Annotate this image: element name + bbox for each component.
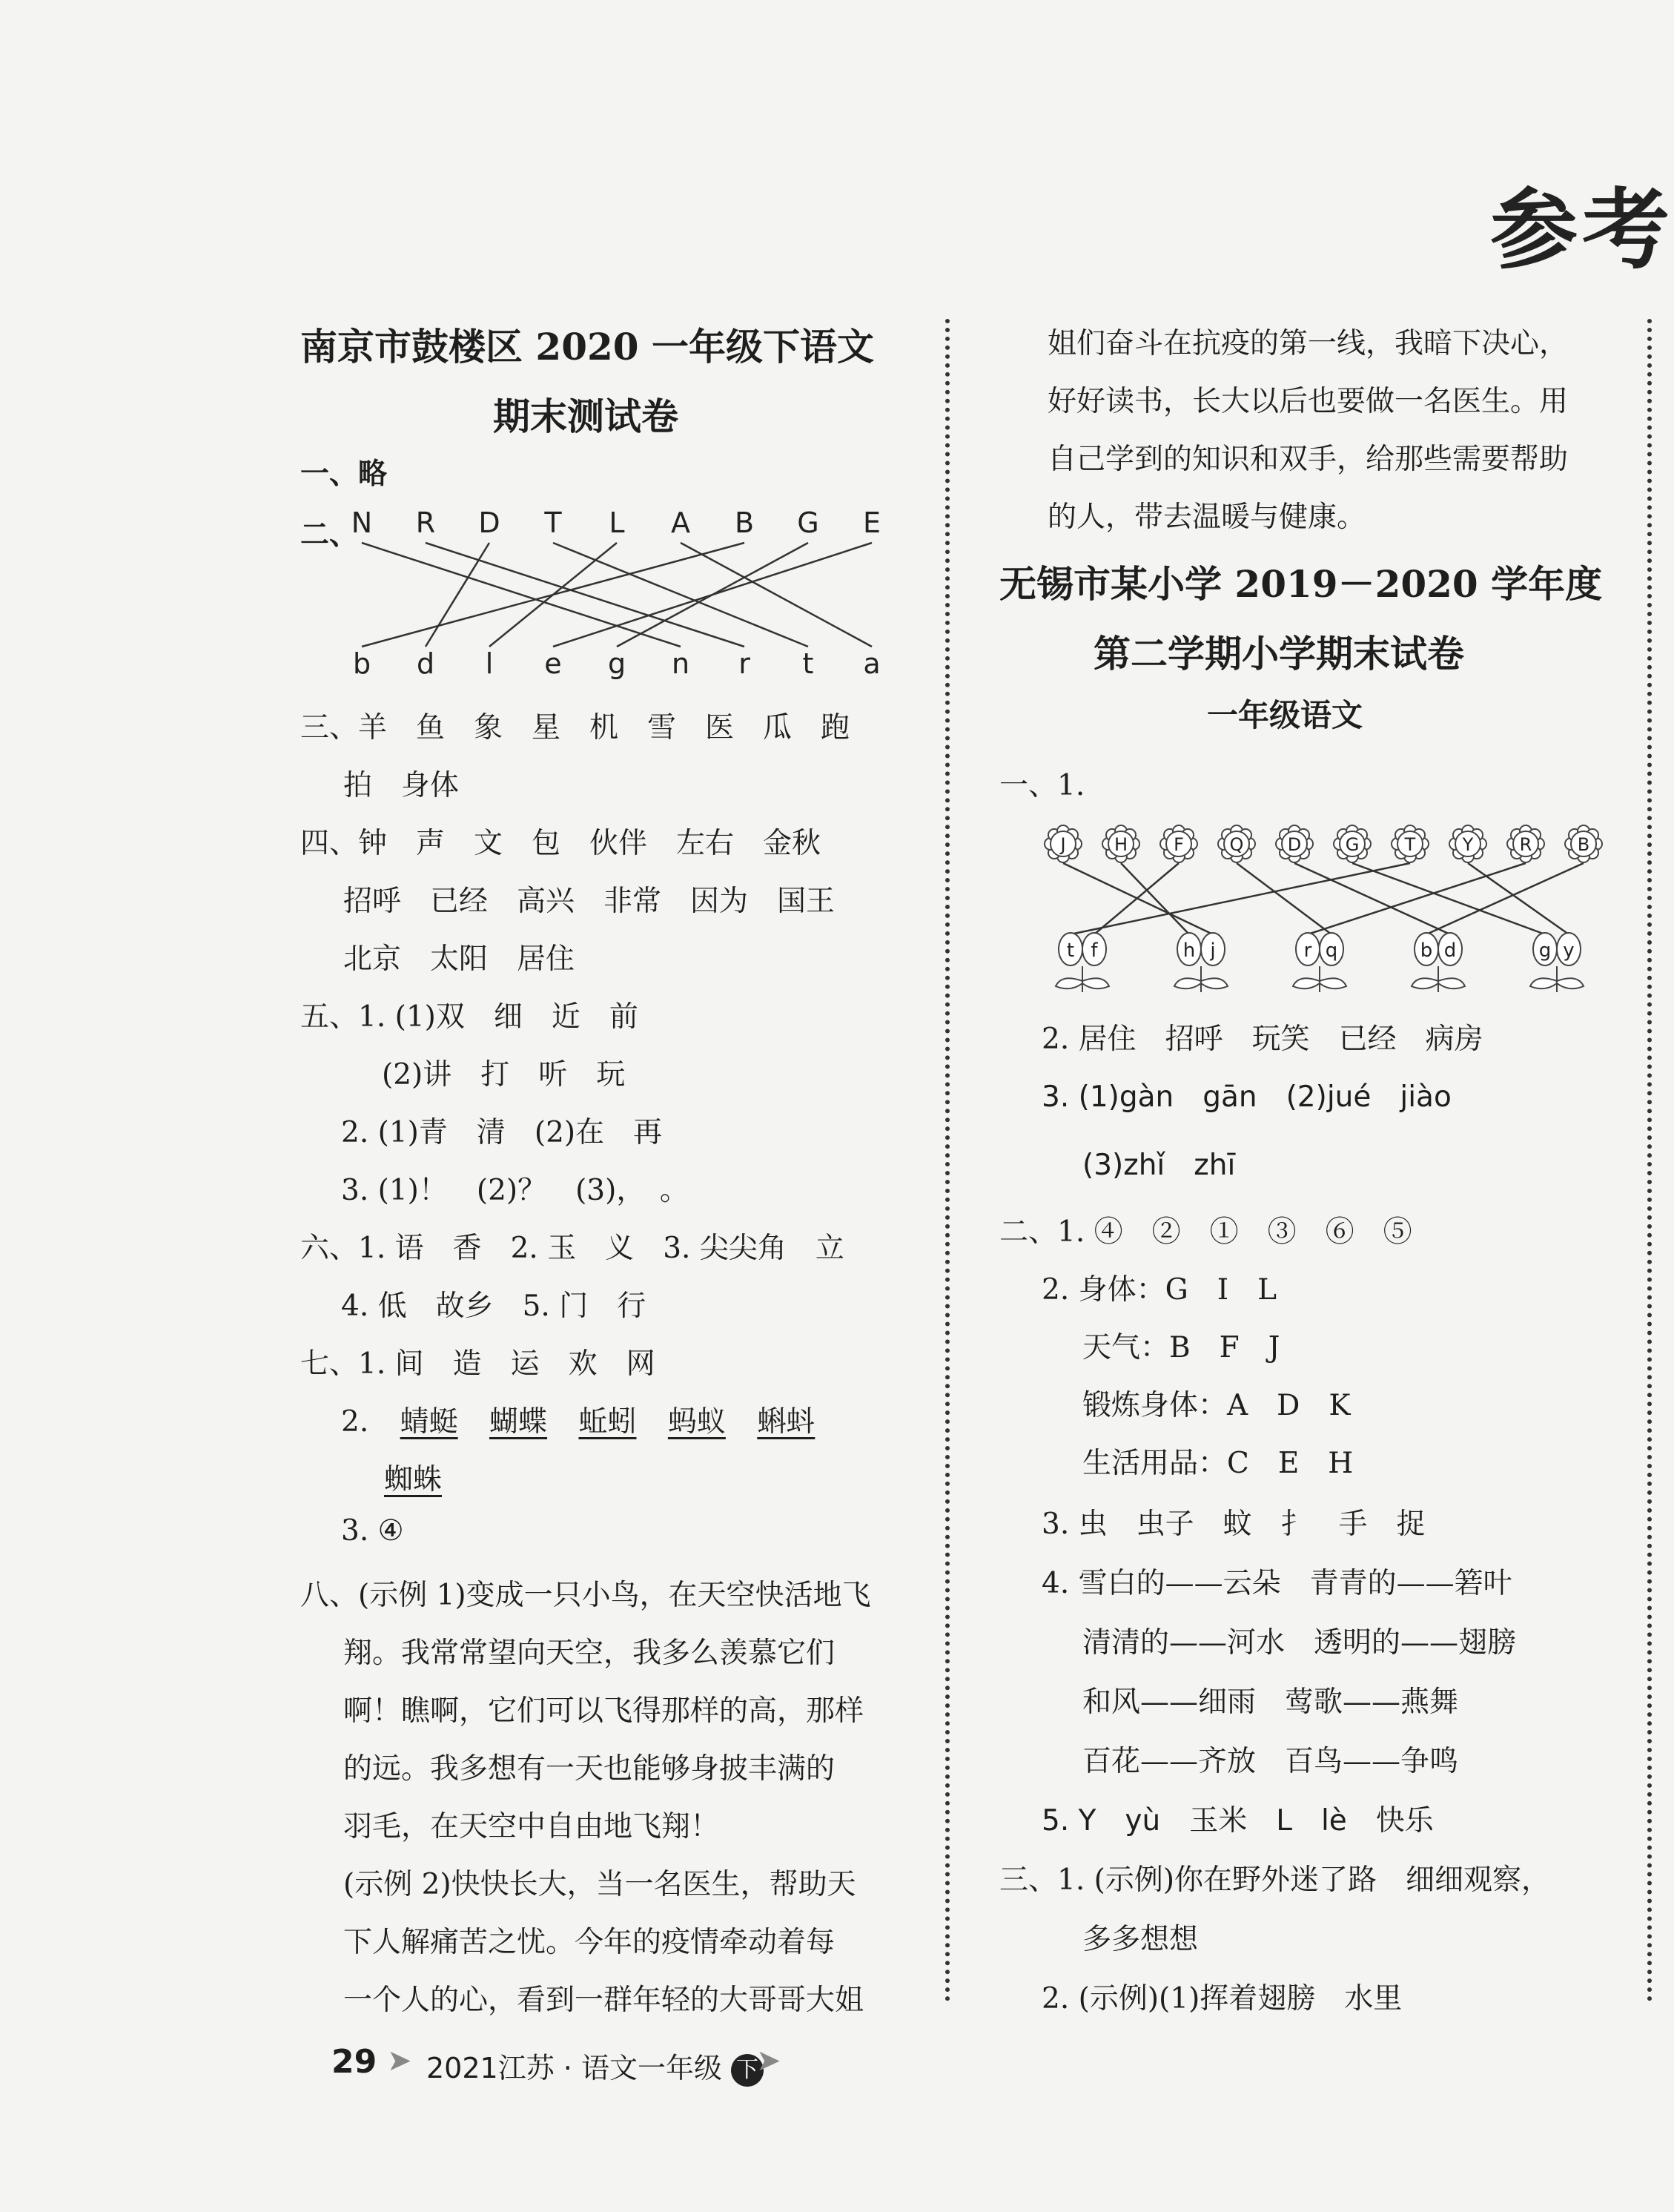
lower-letters — [353, 647, 881, 680]
upper-letter-G: G — [797, 506, 819, 539]
left-title-line1: 南京市鼓楼区 2020 一年级下语文 — [300, 325, 874, 369]
top-flower-J — [1045, 825, 1082, 862]
footer-label: 2021江苏 · 语文一年级 — [426, 2052, 722, 2084]
match-line-N — [362, 543, 681, 647]
top-letter-H: H — [1114, 834, 1128, 855]
header-banner: 参考 — [1490, 179, 1674, 281]
q7-word-1: 蜻蜓 — [400, 1405, 458, 1439]
upper-letter-D: D — [478, 506, 500, 539]
lower-letter-e: e — [544, 647, 562, 680]
bottom-flower-0 — [1056, 933, 1109, 992]
q8-line2: 翔。我常常望向天空，我多么羡慕它们 — [343, 1637, 836, 1670]
q5-line3: 2. (1)青 清 (2)在 再 — [341, 1116, 663, 1149]
match-line-T — [553, 543, 808, 647]
r-q2-line2: 2. 身体：G I L — [1042, 1273, 1277, 1307]
bottom-letter-f: f — [1091, 940, 1098, 962]
lower-letter-b: b — [352, 647, 371, 680]
bottom-letter-j: j — [1210, 940, 1216, 962]
lower-letter-t: t — [802, 647, 814, 680]
flower-line-T — [1071, 863, 1410, 934]
r-para-line2: 好好读书，长大以后也要做一名医生。用 — [1048, 385, 1569, 418]
r-q3-line2: 多多想想 — [1082, 1923, 1199, 1956]
q5-line4: 3. (1)！ (2)？ (3)， 。 — [341, 1174, 689, 1207]
q4-line3: 北京 太阳 居住 — [343, 942, 575, 976]
q6-line2: 4. 低 故乡 5. 门 行 — [341, 1290, 646, 1323]
r-title-line3: 一年级语文 — [1207, 697, 1363, 733]
top-flower-T — [1392, 825, 1429, 862]
flower-bottom-row — [1056, 933, 1584, 992]
left-title-line2: 期末测试卷 — [493, 394, 678, 438]
r-para-line3: 自己学到的知识和双手，给那些需要帮助 — [1048, 443, 1569, 476]
r-title-line2: 第二学期小学期末试卷 — [1094, 632, 1464, 676]
flower-top-row — [1045, 825, 1602, 862]
flower-line-J — [1063, 863, 1213, 934]
top-flower-B — [1565, 825, 1602, 862]
footer-text — [426, 2045, 764, 2087]
upper-letter-N: N — [351, 506, 373, 539]
top-letter-G: G — [1345, 834, 1360, 855]
r-q1-line4: (3)zhǐ zhī — [1082, 1149, 1236, 1182]
bottom-letter-b: b — [1420, 940, 1433, 962]
upper-letter-L: L — [609, 506, 625, 539]
top-letter-Q: Q — [1229, 834, 1244, 855]
q5-line1: 五、1. (1)双 细 近 前 — [300, 1000, 638, 1034]
q1: 一、略 — [300, 457, 388, 491]
top-letter-J: J — [1060, 834, 1066, 855]
flower-line-H — [1121, 863, 1189, 934]
bottom-letter-r: r — [1303, 940, 1312, 962]
r-q3-line1: 三、1. (示例)你在野外迷了路 细细观察， — [999, 1863, 1551, 1897]
letter-matching-diagram — [341, 504, 904, 682]
q6-line1: 六、1. 语 香 2. 玉 义 3. 尖尖角 立 — [300, 1232, 844, 1265]
lower-letter-g: g — [607, 647, 626, 680]
q2-label: 二、 — [300, 518, 359, 552]
upper-letter-B: B — [734, 506, 755, 539]
q7-word-4: 蚂蚁 — [667, 1405, 726, 1439]
q8-line3: 啊！瞧啊，它们可以飞得那样的高，那样 — [343, 1694, 864, 1728]
q3-line2: 拍 身体 — [343, 769, 460, 802]
r-q2-line8: 清清的——河水 透明的——翅膀 — [1082, 1626, 1517, 1660]
q8-line4: 的远。我多想有一天也能够身披丰满的 — [343, 1752, 836, 1786]
flower-line-R — [1308, 863, 1526, 934]
top-letter-Y: Y — [1462, 834, 1474, 855]
top-letter-F: F — [1174, 834, 1184, 855]
top-letter-T: T — [1404, 834, 1416, 855]
bottom-letter-y: y — [1563, 940, 1575, 962]
lower-letter-a: a — [863, 647, 881, 680]
r-q2-line11: 5. Y yù 玉米 L lè 快乐 — [1042, 1804, 1434, 1838]
upper-letter-R: R — [415, 506, 436, 539]
flower-line-F — [1094, 863, 1179, 934]
r-q1-line3: 3. (1)gàn gān (2)jué jiào — [1042, 1080, 1452, 1114]
matching-lines — [362, 543, 872, 647]
column-divider-right — [1647, 319, 1652, 2002]
q7-num2: 2. — [341, 1405, 369, 1439]
match-line-R — [426, 543, 744, 647]
match-line-D — [426, 543, 489, 647]
top-letter-R: R — [1519, 834, 1532, 855]
r-q2-line10: 百花——齐放 百鸟——争鸣 — [1082, 1745, 1459, 1778]
q7-line1: 七、1. 间 造 运 欢 网 — [300, 1347, 655, 1381]
r-q1-label: 一、1. — [999, 769, 1085, 802]
bottom-letter-g: g — [1538, 940, 1552, 962]
bottom-letter-d: d — [1443, 940, 1457, 962]
q3-line1: 三、羊 鱼 象 星 机 雪 医 瓜 跑 — [300, 711, 850, 745]
q8-line1: 八、(示例 1)变成一只小鸟，在天空快活地飞 — [300, 1579, 871, 1612]
column-divider — [945, 319, 950, 2002]
footer-arrow-icon-2: ➤ — [756, 2044, 781, 2078]
r-q2-line6: 3. 虫 虫子 蚊 扌 手 捉 — [1042, 1508, 1426, 1541]
upper-letter-T: T — [544, 506, 562, 539]
q8-line6: (示例 2)快快长大，当一名医生，帮助天 — [343, 1868, 856, 1901]
r-q2-line3: 天气：B F J — [1082, 1331, 1280, 1364]
r-q2-line1: 二、1. ④ ② ① ③ ⑥ ⑤ — [999, 1215, 1412, 1249]
r-q3-line3: 2. (示例)(1)挥着翅膀 水里 — [1042, 1982, 1403, 2015]
r-q2-line4: 锻炼身体：A D K — [1082, 1389, 1351, 1422]
q7-word-5: 蝌蚪 — [757, 1405, 816, 1439]
q4-line2: 招呼 已经 高兴 非常 因为 国王 — [343, 885, 836, 918]
lower-letter-d: d — [416, 647, 435, 680]
bottom-letter-q: q — [1325, 940, 1338, 962]
r-para-line1: 姐们奋斗在抗疫的第一线，我暗下决心， — [1048, 327, 1569, 360]
bottom-letter-h: h — [1182, 940, 1196, 962]
q7-line2 — [341, 1399, 815, 1440]
top-flower-F — [1160, 825, 1197, 862]
q8-line5: 羽毛，在天空中自由地飞翔！ — [343, 1810, 720, 1843]
top-flower-R — [1507, 825, 1544, 862]
r-title-line1: 无锡市某小学 2019－2020 学年度 — [999, 562, 1603, 606]
flower-lines — [1063, 863, 1584, 934]
q7-word-2: 蝴蝶 — [489, 1405, 548, 1439]
upper-letters — [351, 506, 881, 539]
top-letter-D: D — [1287, 834, 1302, 855]
lower-letter-l: l — [485, 647, 494, 680]
match-line-A — [681, 543, 872, 647]
q5-line2: (2)讲 打 听 玩 — [382, 1058, 626, 1092]
lower-letter-n: n — [671, 647, 690, 680]
match-line-E — [553, 543, 872, 647]
top-flower-H — [1102, 825, 1139, 862]
r-q1-line2: 2. 居住 招呼 玩笑 已经 病房 — [1042, 1023, 1483, 1056]
top-letter-B: B — [1577, 834, 1590, 855]
q4-line1: 四、钟 声 文 包 伙伴 左右 金秋 — [300, 827, 821, 860]
page-number: 29 — [331, 2043, 377, 2081]
q8-line8: 一个人的心，看到一群年轻的大哥哥大姐 — [343, 1984, 864, 2017]
r-q2-line7: 4. 雪白的——云朵 青青的——箬叶 — [1042, 1567, 1512, 1600]
top-flower-D — [1276, 825, 1313, 862]
r-q2-line9: 和风——细雨 莺歌——燕舞 — [1082, 1686, 1459, 1719]
top-flower-Y — [1449, 825, 1486, 862]
q7-word-3: 蚯蚓 — [578, 1405, 637, 1439]
upper-letter-E: E — [862, 506, 881, 539]
bottom-letter-t: t — [1066, 940, 1075, 962]
top-flower-Q — [1218, 825, 1255, 862]
volume-badge: 下 — [731, 2054, 764, 2087]
r-q2-line5: 生活用品：C E H — [1082, 1447, 1354, 1480]
bottom-flower-2 — [1293, 933, 1346, 992]
top-flower-G — [1334, 825, 1371, 862]
lower-letter-r: r — [738, 647, 750, 680]
footer-arrow-icon: ➤ — [387, 2044, 412, 2078]
q7-line3: 3. ④ — [341, 1514, 404, 1548]
upper-letter-A: A — [671, 506, 690, 539]
match-line-B — [362, 543, 744, 647]
flower-matching-diagram — [1038, 814, 1590, 1000]
r-para-line4: 的人，带去温暖与健康。 — [1048, 501, 1366, 534]
q7-word-6: 蜘蛛 — [384, 1463, 443, 1496]
q8-line7: 下人解痛苦之忧。今年的疫情牵动着每 — [343, 1926, 836, 1959]
